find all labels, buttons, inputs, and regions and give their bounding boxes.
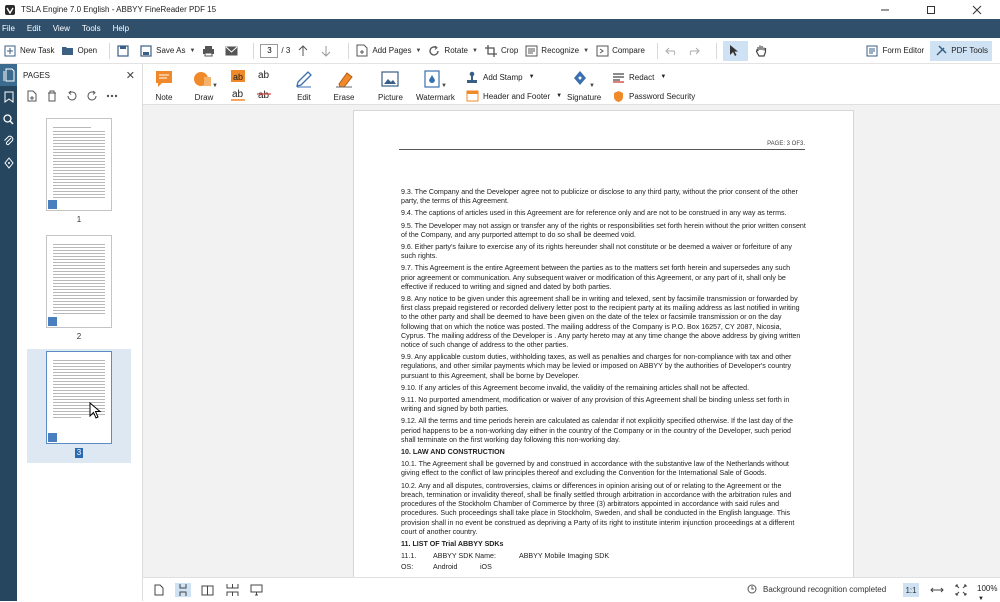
background-recognition-status xyxy=(747,584,886,594)
page-number-input[interactable] xyxy=(260,44,278,58)
text-insert-icon xyxy=(257,68,271,80)
watermark-icon xyxy=(424,68,446,90)
thumbnail-image xyxy=(46,235,112,328)
fit-page-button[interactable] xyxy=(953,583,969,597)
watermark-button[interactable] xyxy=(416,68,455,102)
underline-icon xyxy=(231,88,245,101)
password-security-button[interactable] xyxy=(611,89,695,103)
crop-label: Crop xyxy=(500,46,519,55)
fit-width-icon xyxy=(930,585,944,595)
clause-10-1: 10.1. The Agreement shall be governed by and construed in accordance with the substantive law of the Netherlands without giving effect to the conflict of law principles thereof and excluding the Convention for the International Sale of Goods. xyxy=(401,460,789,478)
actual-size-icon: 1:1 xyxy=(905,585,917,595)
picture-label: Picture xyxy=(378,93,403,102)
chevron-down-icon: ▼ xyxy=(189,47,196,54)
thumbnail-image xyxy=(46,118,112,211)
chevron-down-icon: ▼ xyxy=(660,74,667,80)
section-heading-11: 11. LIST OF Trial ABBYY SDKs xyxy=(401,539,504,548)
app-icon xyxy=(3,3,17,17)
svg-text:ab: ab xyxy=(233,72,244,82)
save-as-button[interactable] xyxy=(139,41,195,61)
watermark-label: Watermark xyxy=(416,93,455,102)
page-header: PAGE: 3 OF3. xyxy=(767,141,805,147)
undo-icon xyxy=(664,44,678,58)
pages-panel-header xyxy=(17,64,142,86)
draw-icon xyxy=(193,68,218,90)
paperclip-icon xyxy=(3,135,14,147)
pages-panel-button[interactable] xyxy=(0,64,17,86)
pages-icon xyxy=(3,68,15,82)
svg-text:ab: ab xyxy=(258,70,270,81)
os-row xyxy=(401,563,806,572)
undo-button[interactable] xyxy=(664,41,681,61)
save-as-label: Save As xyxy=(156,46,186,55)
section-heading-10: 10. LAW AND CONSTRUCTION xyxy=(401,448,505,457)
search-button[interactable] xyxy=(0,108,17,130)
cursor-arrow-icon xyxy=(727,44,741,58)
next-page-button[interactable] xyxy=(319,41,336,61)
add-stamp-button[interactable] xyxy=(465,70,535,84)
os-label: OS: xyxy=(401,563,414,572)
clause-9-5: 9.5. The Developer may not assign or transfer any of the rights or responsibilities set forth herein without the prior written consent of the Company, and any purported attempt to do so shall be deemed void. xyxy=(401,221,806,239)
fit-width-button[interactable] xyxy=(929,583,945,597)
previous-page-button[interactable] xyxy=(296,41,313,61)
header-footer-label: Header and Footer xyxy=(483,91,551,101)
crop-icon xyxy=(484,44,498,58)
pdf-tools-button[interactable] xyxy=(930,41,992,61)
add-pages-button[interactable] xyxy=(355,41,421,61)
note-icon xyxy=(153,68,175,90)
signature-pen-icon xyxy=(573,68,595,90)
new-task-button[interactable] xyxy=(3,41,55,61)
compare-label: Compare xyxy=(612,46,645,55)
clause-10-2: 10.2. Any and all disputes, controversies, claims or differences in opinion arising out of or relating to the Agreement or the breach, termination or invalidity thereof, shall be finally settled through arbitration in accordance with the arbitration rules and procedures of the Stockholm Chamber of Commerce by three (3) arbitrators appointed in accordance with said rules and procedures. Such proceedings shall take place in Stockholm, Sweden, and shall be conducted in the English language. This provision shall in no event be construed as depriving a Party of its right to institute interim injunction proceedings at a different court of another country. xyxy=(401,481,795,536)
clause-9-9: 9.9. Any applicable custom duties, withholding taxes, as well as penalties and charges for non-compliance with tax and other regulations, and other similar payments which may be levied or imposed on ABBYY by the authorities of Developer's country pursuant to this Agreement, shall be borne by Developer. xyxy=(401,353,792,380)
page-badge-icon xyxy=(48,317,57,326)
svg-text:▼: ▼ xyxy=(589,83,596,89)
os-ios: iOS xyxy=(479,563,492,572)
open-button[interactable] xyxy=(61,41,98,61)
save-as-icon xyxy=(139,44,153,58)
status-bar xyxy=(143,577,1000,601)
menu-file[interactable]: File xyxy=(2,24,15,33)
two-page-scroll-view-button[interactable] xyxy=(224,583,240,597)
left-rail xyxy=(0,64,17,601)
svg-text:▼: ▼ xyxy=(212,83,218,89)
sdk-name-row xyxy=(401,552,806,561)
single-page-icon xyxy=(154,584,164,596)
pages-panel-title: PAGES xyxy=(23,70,50,80)
rotate-button[interactable] xyxy=(427,41,478,61)
redact-icon xyxy=(611,70,625,84)
recognition-progress-icon xyxy=(747,584,757,594)
new-task-icon xyxy=(3,44,17,58)
draw-button[interactable] xyxy=(193,68,218,102)
redact-button[interactable] xyxy=(611,70,666,84)
toolbar-divider xyxy=(657,43,658,59)
print-icon xyxy=(201,44,215,58)
page-thumbnail-3[interactable] xyxy=(27,349,131,463)
form-editor-label: Form Editor xyxy=(882,46,925,55)
pdf-tools-label: PDF Tools xyxy=(951,46,988,55)
hand-icon xyxy=(754,44,768,58)
minimize-button[interactable] xyxy=(862,0,908,19)
signature-button[interactable] xyxy=(567,68,601,102)
new-task-label: New Task xyxy=(20,46,55,55)
chevron-down-icon: ▼ xyxy=(583,47,590,54)
add-pages-label: Add Pages xyxy=(372,46,412,55)
signature-label: Signature xyxy=(567,93,602,102)
main-toolbar xyxy=(0,38,1000,64)
pages-panel-toolbar xyxy=(17,86,142,106)
menu-view[interactable]: View xyxy=(52,24,70,33)
chevron-down-icon: ▼ xyxy=(556,93,563,99)
two-pages-scroll-icon xyxy=(226,584,239,596)
close-icon[interactable]: ✕ xyxy=(125,69,135,82)
actual-size-button[interactable] xyxy=(903,583,919,597)
more-options-icon[interactable] xyxy=(105,89,119,103)
status-text: Background recognition completed xyxy=(763,584,887,594)
redact-label: Redact xyxy=(629,72,655,82)
thumbnail-number: 1 xyxy=(76,215,82,224)
monitor-icon xyxy=(250,584,263,596)
two-pages-icon xyxy=(201,585,214,596)
bookmark-icon xyxy=(4,91,14,103)
pen-nib-icon xyxy=(4,157,14,169)
toolbar-divider xyxy=(109,43,110,59)
header-rule xyxy=(399,149,805,150)
rotate-label: Rotate xyxy=(444,46,468,55)
chevron-down-icon: ▼ xyxy=(415,47,422,54)
attachments-button[interactable] xyxy=(0,130,17,152)
menu-tools[interactable]: Tools xyxy=(81,24,101,33)
rotate-right-icon[interactable] xyxy=(85,89,99,103)
document-viewer[interactable] xyxy=(143,105,1000,577)
rotate-left-icon[interactable] xyxy=(65,89,79,103)
eraser-icon xyxy=(333,68,355,90)
form-editor-button[interactable] xyxy=(865,41,924,61)
select-tool-button[interactable] xyxy=(723,41,748,61)
page-body xyxy=(401,188,806,595)
signatures-button[interactable] xyxy=(0,152,17,174)
fit-page-icon xyxy=(955,584,967,596)
chevron-down-icon: ▼ xyxy=(472,47,478,54)
window-title: TSLA Engine 7.0 English - ABBYY FineReader PDF 15 xyxy=(21,5,217,14)
strikethrough-icon xyxy=(257,88,271,100)
toolbar-divider xyxy=(716,43,717,59)
os-android: Android xyxy=(432,563,458,572)
pdf-tools-ribbon xyxy=(143,64,1000,105)
picture-button[interactable] xyxy=(378,68,403,102)
erase-label: Erase xyxy=(333,93,355,102)
print-button[interactable] xyxy=(201,41,218,61)
sdk-number: 11.1. xyxy=(401,552,417,561)
header-footer-icon xyxy=(465,89,479,103)
arrow-down-icon xyxy=(319,44,333,58)
hand-tool-button[interactable] xyxy=(754,41,771,61)
save-button[interactable] xyxy=(116,41,133,61)
erase-button[interactable] xyxy=(333,68,355,102)
add-page-icon[interactable] xyxy=(25,89,39,103)
arrow-up-icon xyxy=(296,44,310,58)
edit-pencil-icon xyxy=(293,68,315,90)
clause-9-7: 9.7. This Agreement is the entire Agreement between the parties as to the matters set forth herein and supersedes any such prior agreement or communication. Any subsequent waiver or modification of this Agreement, or any part of it, shall only be effective if reduced to writing and signed and dated by both parties. xyxy=(401,264,791,291)
redo-icon xyxy=(687,44,701,58)
search-icon xyxy=(3,114,14,125)
highlight-icon xyxy=(231,70,245,82)
clause-9-12: 9.12. All the terms and time periods herein are calculated as calendar if not explicitly specified otherwise. If the last day of the period happens to be a non-working day either in the country of the Company or in the country of the Developer, such period shall terminate on the first working day following this non-working day. xyxy=(401,417,793,444)
toolbar-divider xyxy=(253,43,254,59)
zoom-value: 100% xyxy=(977,584,998,593)
clause-9-3: 9.3. The Company and the Developer agree not to publicize or disclose to any third party, without the prior consent of the other party, the terms of this Agreement. xyxy=(401,188,798,206)
clause-9-11: 9.11. No purported amendment, modification or waiver of any provision of this Agreement shall be binding unless set forth in writing and signed by both parties. xyxy=(401,396,790,414)
clause-9-10: 9.10. If any articles of this Agreement become invalid, the validity of the remaining articles shall not be affected. xyxy=(401,383,750,392)
note-button[interactable] xyxy=(153,68,175,102)
text-insert-button[interactable] xyxy=(257,68,271,80)
chevron-down-icon: ▼ xyxy=(528,74,535,80)
recognize-button[interactable] xyxy=(524,41,589,61)
highlight-text-button[interactable] xyxy=(231,70,245,82)
clause-9-6: 9.6. Either party's failure to exercise any of its rights hereunder shall not constitute or be deemed a waiver or forfeiture of any such rights. xyxy=(401,243,792,261)
mouse-cursor-icon xyxy=(89,402,103,422)
page-badge-icon xyxy=(48,433,57,442)
thumbnail-image xyxy=(46,351,112,444)
header-footer-button[interactable] xyxy=(465,89,562,103)
sdk-name-label: ABBYY SDK Name: xyxy=(432,552,496,561)
shield-icon xyxy=(611,89,625,103)
recognize-label: Recognize xyxy=(541,46,580,55)
page-badge-icon xyxy=(48,200,57,209)
crop-button[interactable] xyxy=(484,41,518,61)
svg-text:ab: ab xyxy=(232,89,244,100)
strikethrough-text-button[interactable] xyxy=(257,88,271,100)
svg-text:▼: ▼ xyxy=(441,83,448,89)
rotate-icon xyxy=(427,44,441,58)
toolbar-divider xyxy=(348,43,349,59)
menu-edit[interactable]: Edit xyxy=(26,24,41,33)
save-icon xyxy=(116,44,130,58)
compare-button[interactable] xyxy=(595,41,645,61)
document-page xyxy=(353,110,854,590)
edit-button[interactable] xyxy=(293,68,315,102)
add-stamp-label: Add Stamp xyxy=(483,72,523,82)
zoom-input[interactable] xyxy=(977,584,1000,602)
edit-label: Edit xyxy=(297,93,311,102)
page-thumbnail-1[interactable] xyxy=(27,116,131,225)
folder-icon xyxy=(61,44,75,58)
page-total: / 3 xyxy=(281,46,291,55)
scroll-pages-icon xyxy=(177,584,189,596)
draw-label: Draw xyxy=(194,93,214,102)
close-window-button[interactable] xyxy=(954,0,1000,19)
thumbnail-number: 3 xyxy=(76,448,82,457)
add-pages-icon xyxy=(355,44,369,58)
page-thumbnail-2[interactable] xyxy=(27,233,131,342)
pages-panel xyxy=(17,64,143,601)
password-security-label: Password Security xyxy=(629,91,696,101)
chevron-down-icon: ▼ xyxy=(978,596,984,602)
recognize-icon xyxy=(524,44,538,58)
pdf-tools-icon xyxy=(934,44,948,58)
scroll-view-button[interactable] xyxy=(175,583,191,597)
menu-help[interactable]: Help xyxy=(112,24,130,33)
stamp-icon xyxy=(465,70,479,84)
picture-icon xyxy=(379,68,401,90)
compare-icon xyxy=(595,44,609,58)
bookmarks-button[interactable] xyxy=(0,86,17,108)
note-label: Note xyxy=(155,93,173,102)
single-page-view-button[interactable] xyxy=(151,583,167,597)
redo-button[interactable] xyxy=(687,41,704,61)
mail-icon xyxy=(224,44,238,58)
underline-text-button[interactable] xyxy=(231,88,245,101)
thumbnail-number: 2 xyxy=(76,332,82,341)
clause-9-4: 9.4. The captions of articles used in this Agreement are for reference only and are not to be construed in any way as terms. xyxy=(401,209,787,218)
clause-9-8: 9.8. Any notice to be given under this agreement shall be in writing and telexed, sent by facsimile transmission or forwarded by first class prepaid registered or recorded delivery letter post to the recipient party at its mailing address as last notified in writing to the other party and shall be deemed to have been given on the date of the telex or facsimile transmission or on the day following that on which the notice was posted. The mailing address of the Company is P.O. Box 16257, CY 2087, Nicosia, Cyprus. The mailing address of the Developer is . Any party hereto may at any time change the above address by giving written notice of such change of address to the other parties. xyxy=(401,295,801,350)
svg-text:ab: ab xyxy=(258,90,270,101)
full-screen-view-button[interactable] xyxy=(248,583,264,597)
open-label: Open xyxy=(77,46,98,55)
sdk-name-value: ABBYY Mobile Imaging SDK xyxy=(518,552,610,561)
two-page-view-button[interactable] xyxy=(199,583,215,597)
delete-page-icon[interactable] xyxy=(45,89,59,103)
menu-bar xyxy=(0,19,1000,38)
email-button[interactable] xyxy=(224,41,241,61)
title-bar xyxy=(0,0,1000,19)
form-editor-icon xyxy=(865,44,879,58)
maximize-button[interactable] xyxy=(908,0,954,19)
